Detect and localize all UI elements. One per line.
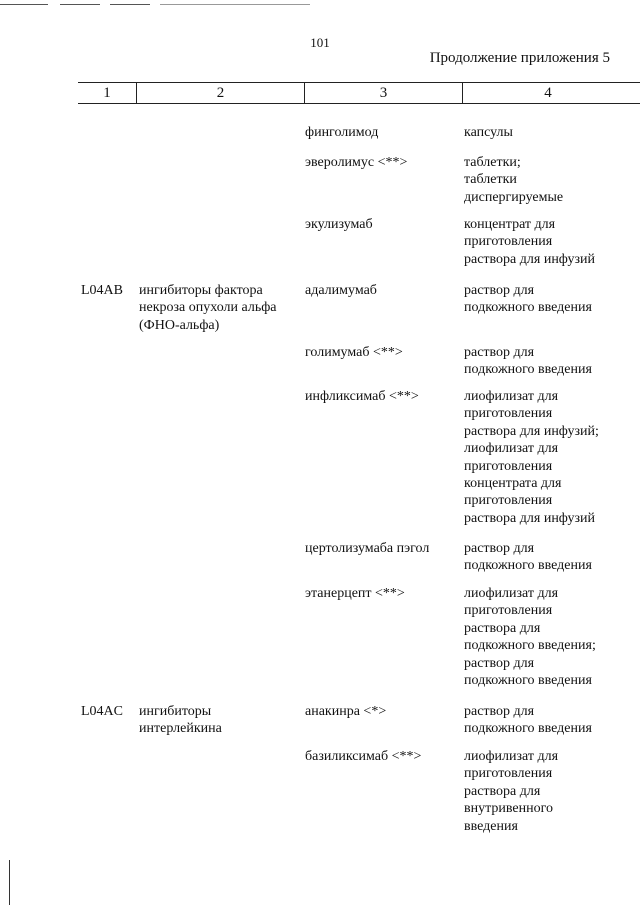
scan-artifact-line <box>60 4 100 5</box>
drug-name: анакинра <*> <box>305 704 387 719</box>
drug-name: экулизумаб <box>305 217 373 232</box>
drug-name: цертолизумаба пэгол <box>305 541 430 556</box>
drug-name: эверолимус <**> <box>305 155 408 170</box>
drug-name: инфликсимаб <**> <box>305 389 419 404</box>
page-number: 101 <box>310 35 330 50</box>
column-header-3: 3 <box>379 85 388 101</box>
pharmacologic-group: ингибиторы фактора некроза опухоли альфа (ФНО-альфа) <box>139 283 277 333</box>
table-header-bottom-rule <box>78 103 640 104</box>
atc-code: L04AB <box>81 283 123 298</box>
drug-name: адалимумаб <box>305 283 377 298</box>
dosage-form: капсулы <box>464 125 513 140</box>
scan-edge-line <box>9 860 10 905</box>
dosage-form: раствор для подкожного введения <box>464 345 592 378</box>
scan-artifact-line <box>110 4 150 5</box>
appendix-note: Продолжение приложения 5 <box>429 50 610 66</box>
scan-artifact-line <box>0 4 48 5</box>
scan-artifact-line <box>160 4 310 5</box>
table-header-top-rule <box>78 82 640 83</box>
dosage-form: таблетки; таблетки диспергируемые <box>464 155 564 205</box>
dosage-form: лиофилизат для приготовления раствора для подкожного введения; раствор для подкожного введения <box>464 586 596 689</box>
column-header-2: 2 <box>216 85 225 101</box>
drug-name: базиликсимаб <**> <box>305 749 422 764</box>
dosage-form: лиофилизат для приготовления раствора для внутривенного введения <box>464 749 559 834</box>
dosage-form: концентрат для приготовления раствора для инфузий <box>464 217 596 267</box>
column-header-1: 1 <box>103 85 111 101</box>
dosage-form: раствор для подкожного введения <box>464 283 592 316</box>
drug-name: финголимод <box>305 125 379 140</box>
column-header-4: 4 <box>544 85 552 101</box>
drug-name: этанерцепт <**> <box>305 586 405 601</box>
dosage-form: раствор для подкожного введения <box>464 541 592 574</box>
atc-code: L04AC <box>81 704 123 719</box>
drug-name: голимумаб <**> <box>305 345 403 360</box>
pharmacologic-group: ингибиторы интерлейкина <box>139 704 222 737</box>
dosage-form: раствор для подкожного введения <box>464 704 592 737</box>
dosage-form: лиофилизат для приготовления раствора для инфузий; лиофилизат для приготовления концентрата для приготовления раствора для инфузий <box>464 389 599 526</box>
